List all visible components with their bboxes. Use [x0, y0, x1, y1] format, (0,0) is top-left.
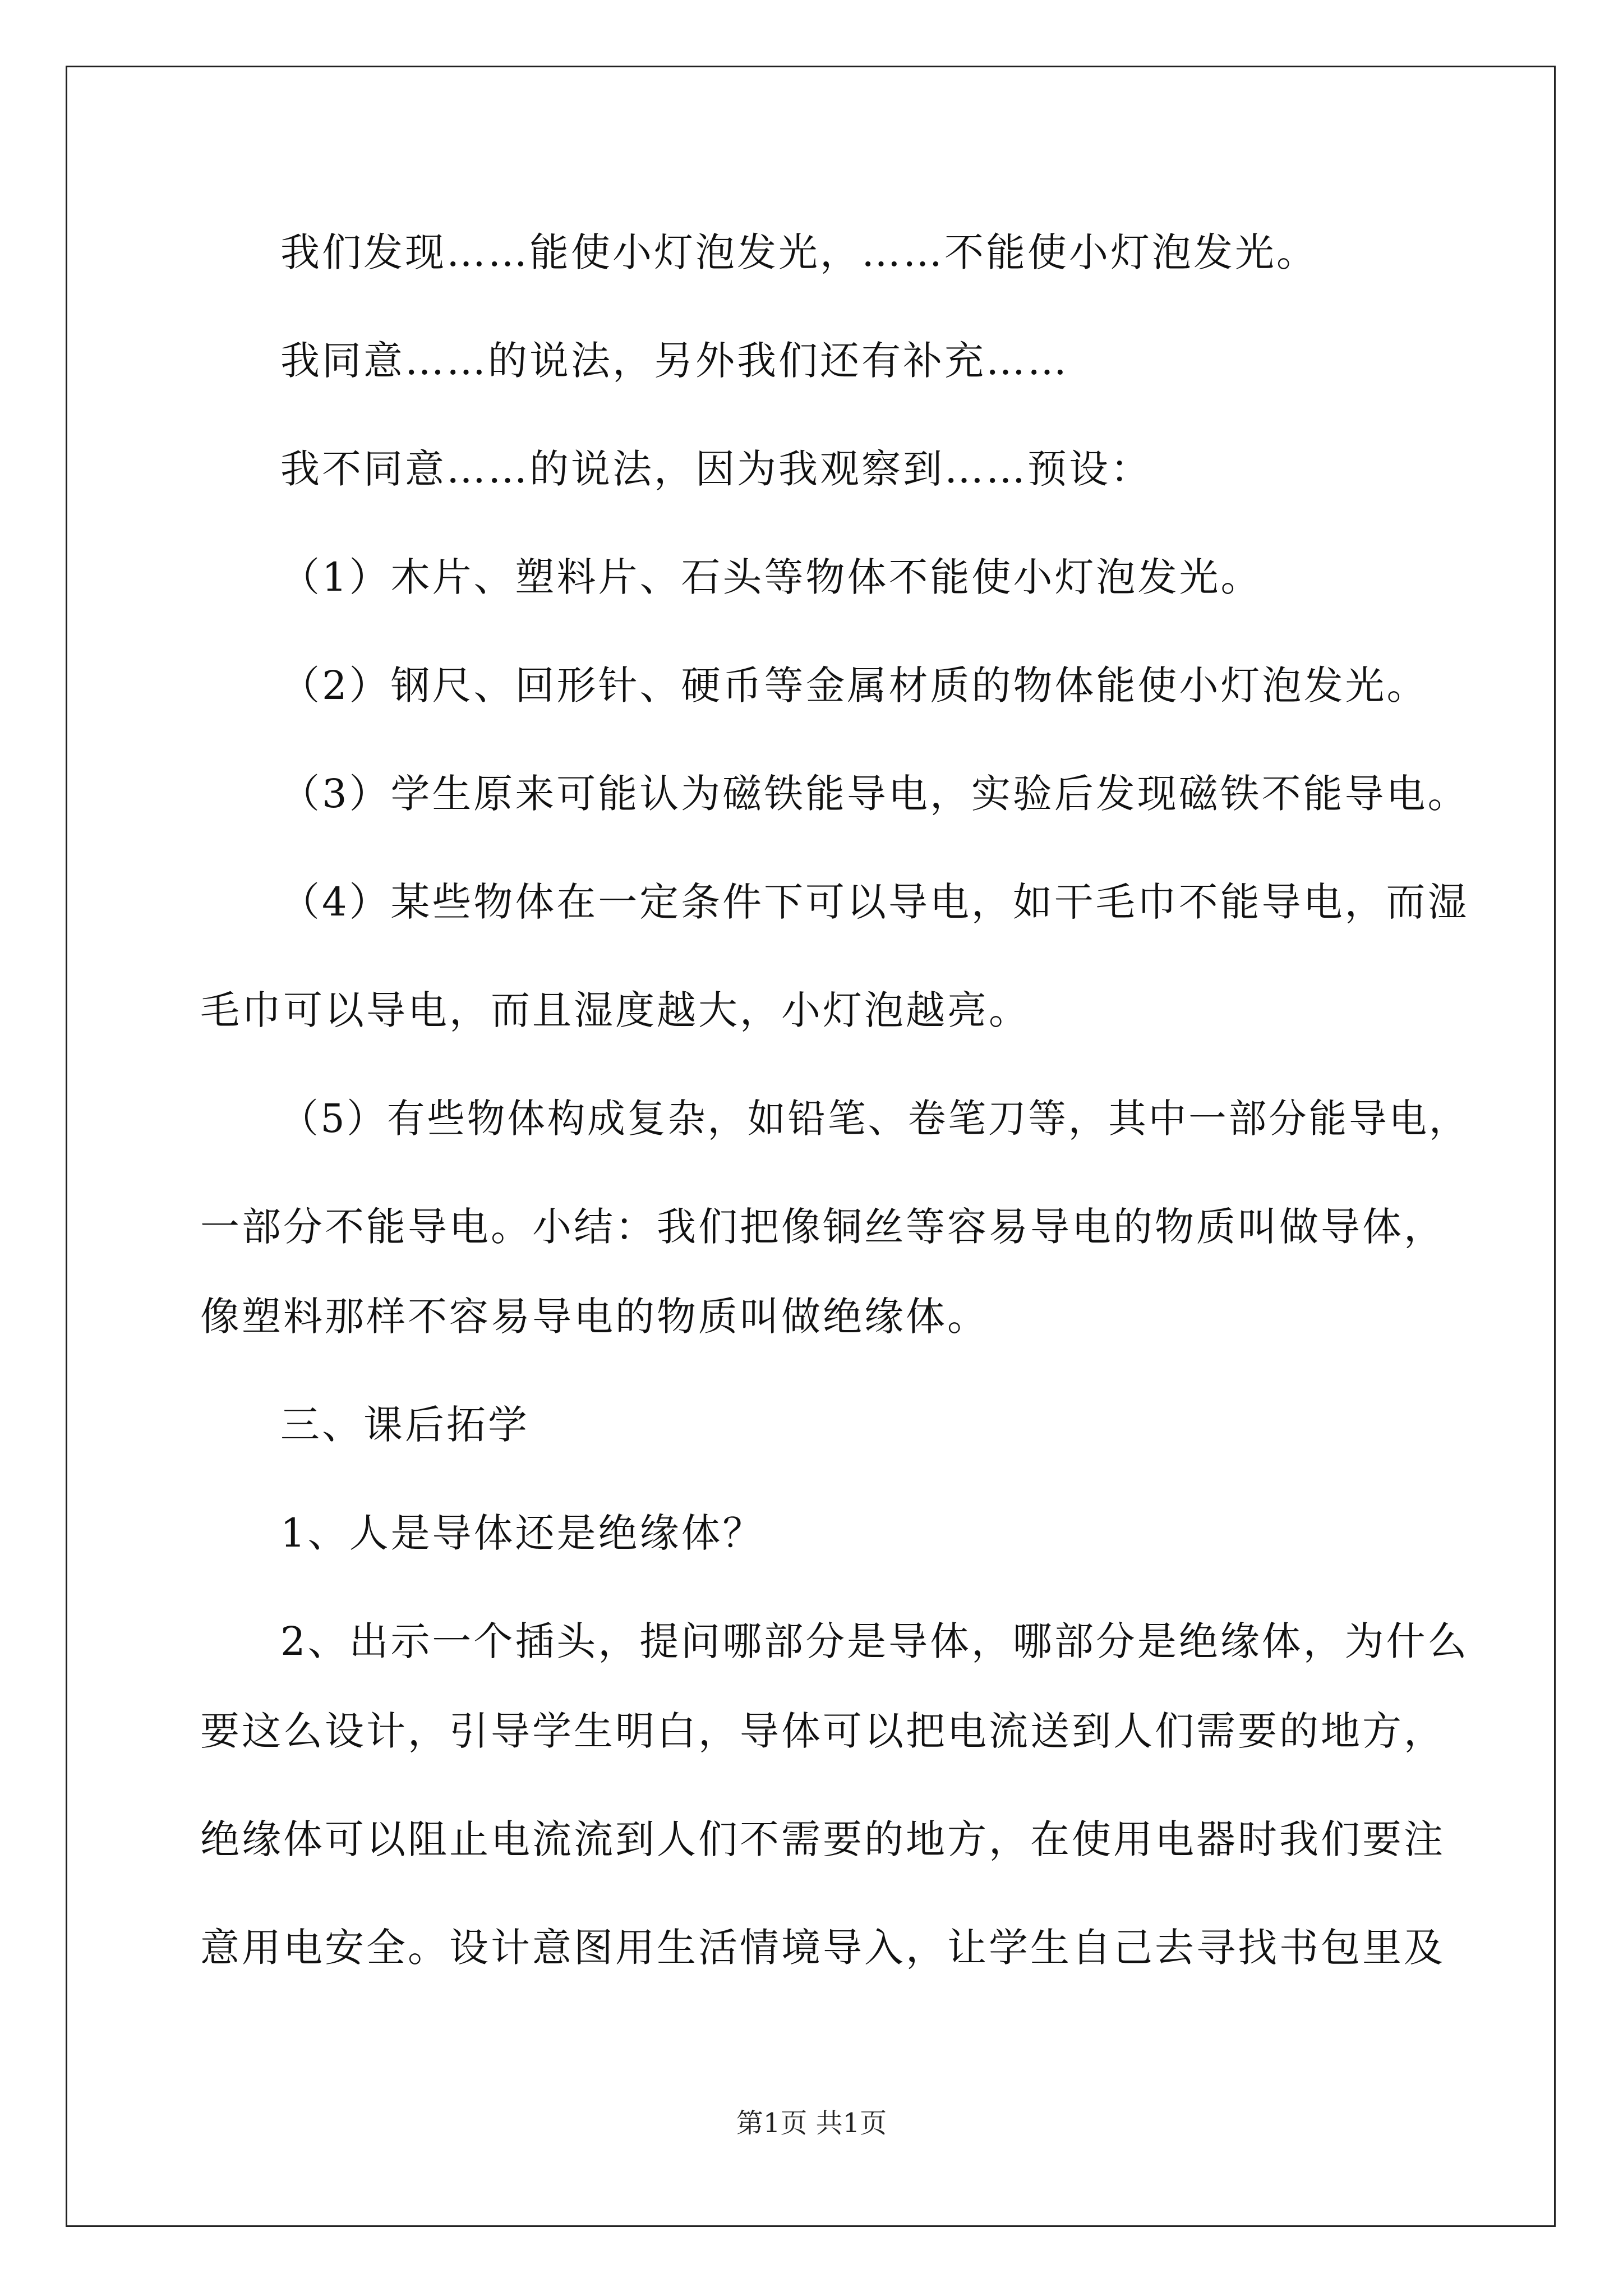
page-border — [66, 66, 1556, 2227]
paragraph-line: （5）有些物体构成复杂，如铅笔、卷笔刀等，其中一部分能导电， — [280, 1096, 1469, 1142]
paragraph-line: 我不同意……的说法，因为我观察到……预设： — [280, 446, 1152, 492]
paragraph-line: （3）学生原来可能认为磁铁能导电，实验后发现磁铁不能导电。 — [280, 771, 1469, 817]
paragraph-line: （4）某些物体在一定条件下可以导电，如干毛巾不能导电，而湿 — [280, 879, 1469, 925]
paragraph-line: （2）钢尺、回形针、硬币等金属材质的物体能使小灯泡发光。 — [280, 662, 1428, 708]
paragraph-line: 1、人是导体还是绝缘体？ — [280, 1510, 764, 1556]
paragraph-line: 2、出示一个插头，提问哪部分是导体，哪部分是绝缘体，为什么 — [280, 1618, 1469, 1664]
page-number-footer: 第1页 共1页 — [736, 2108, 887, 2139]
paragraph-line: 一部分不能导电。小结：我们把像铜丝等容易导电的物质叫做导体， — [200, 1204, 1445, 1250]
paragraph-line: 要这么设计，引导学生明白，导体可以把电流送到人们需要的地方， — [200, 1708, 1445, 1754]
paragraph-line: 我们发现……能使小灯泡发光，……不能使小灯泡发光。 — [280, 229, 1318, 275]
paragraph-line: 绝缘体可以阻止电流流到人们不需要的地方，在使用电器时我们要注 — [200, 1816, 1445, 1862]
paragraph-line: （1）木片、塑料片、石头等物体不能使小灯泡发光。 — [280, 554, 1262, 600]
paragraph-line: 像塑料那样不容易导电的物质叫做绝缘体。 — [200, 1294, 989, 1340]
paragraph-line: 毛巾可以导电，而且湿度越大，小灯泡越亮。 — [200, 987, 1030, 1033]
section-heading: 三、课后拓学 — [280, 1402, 529, 1448]
paragraph-line: 意用电安全。设计意图用生活情境导入，让学生自己去寻找书包里及 — [200, 1925, 1445, 1971]
paragraph-line: 我同意……的说法，另外我们还有补充…… — [280, 338, 1069, 384]
